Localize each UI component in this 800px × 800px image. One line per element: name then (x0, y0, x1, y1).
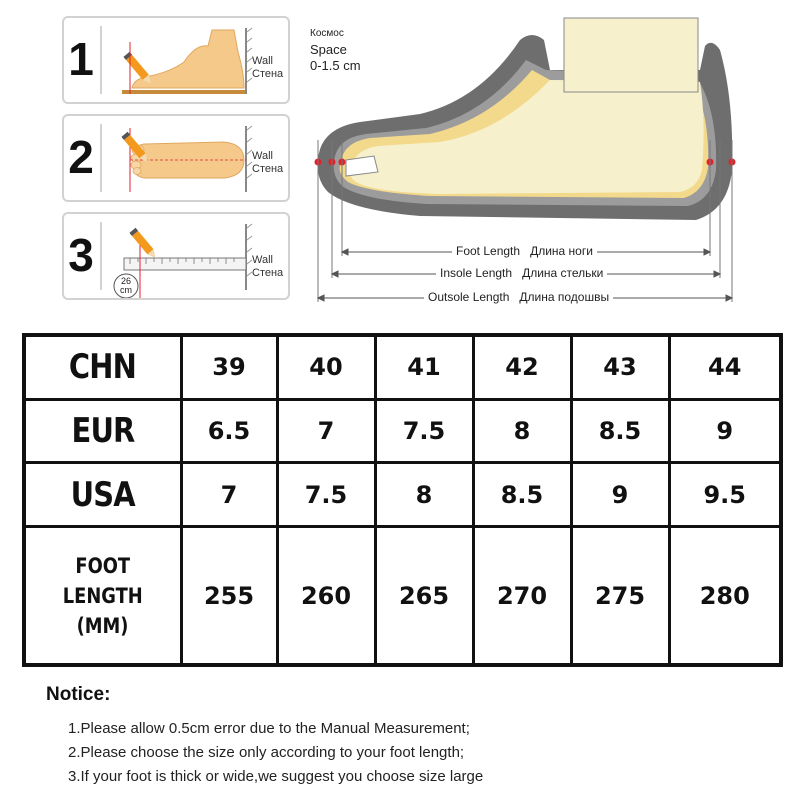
wall-label-en: Wall (252, 150, 273, 162)
foot-side-view-icon (104, 22, 254, 102)
table-cell: 275 (571, 527, 669, 665)
row-header: CHN (24, 335, 181, 399)
table-cell: 270 (473, 527, 571, 665)
insole-length-label: Insole Length Длина стельки (436, 266, 607, 280)
foot-length-label: Foot Length Длина ноги (452, 244, 597, 258)
ruler-mark-label: 26 cm (120, 276, 132, 295)
wall-label-en: Wall (252, 254, 273, 266)
table-row-foot-length (24, 527, 781, 665)
size-chart-table (22, 333, 783, 667)
table-row-eur (24, 399, 781, 463)
notice-title: Notice: (46, 684, 111, 705)
row-header: FOOT LENGTH (MM) (24, 527, 181, 665)
table-cell: 9.5 (669, 463, 781, 527)
table-cell: 7 (181, 463, 277, 527)
table-cell: 42 (473, 335, 571, 399)
table-cell: 9 (669, 399, 781, 463)
row-header: EUR (24, 399, 181, 463)
notice-line-3: 3.If your foot is thick or wide,we suggest you choose size large (68, 768, 484, 785)
table-cell: 260 (277, 527, 375, 665)
table-row-chn (24, 335, 781, 399)
step-number: 1 (68, 33, 94, 85)
table-cell: 9 (571, 463, 669, 527)
table-cell: 44 (669, 335, 781, 399)
wall-label-ru: Стена (252, 267, 284, 279)
table-cell: 41 (375, 335, 473, 399)
table-cell: 8 (375, 463, 473, 527)
table-cell: 8.5 (473, 463, 571, 527)
shoe-diagram (300, 10, 750, 310)
wall-label-ru: Стена (252, 68, 284, 80)
wall-label-en: Wall (252, 55, 273, 67)
row-header: USA (24, 463, 181, 527)
step-number: 2 (68, 131, 94, 183)
step-3-panel (62, 212, 290, 300)
step-1-panel (62, 16, 290, 104)
notice-line-2: 2.Please choose the size only according to your foot length; (68, 744, 465, 761)
space-label: Космос Space 0-1.5 cm (310, 28, 361, 73)
table-row-usa (24, 463, 781, 527)
step-2-panel (62, 114, 290, 202)
foot-top-view-icon (104, 120, 254, 200)
table-cell: 7 (277, 399, 375, 463)
table-cell: 7.5 (277, 463, 375, 527)
step-number: 3 (68, 229, 94, 281)
wall-label-ru: Стена (252, 163, 284, 175)
table-cell: 6.5 (181, 399, 277, 463)
table-cell: 255 (181, 527, 277, 665)
table-cell: 40 (277, 335, 375, 399)
table-cell: 39 (181, 335, 277, 399)
outsole-length-label: Outsole Length Длина подошвы (424, 290, 613, 304)
table-cell: 265 (375, 527, 473, 665)
table-cell: 7.5 (375, 399, 473, 463)
table-cell: 43 (571, 335, 669, 399)
table-cell: 8.5 (571, 399, 669, 463)
notice-line-1: 1.Please allow 0.5cm error due to the Manual Measurement; (68, 720, 470, 737)
table-cell: 280 (669, 527, 781, 665)
table-cell: 8 (473, 399, 571, 463)
